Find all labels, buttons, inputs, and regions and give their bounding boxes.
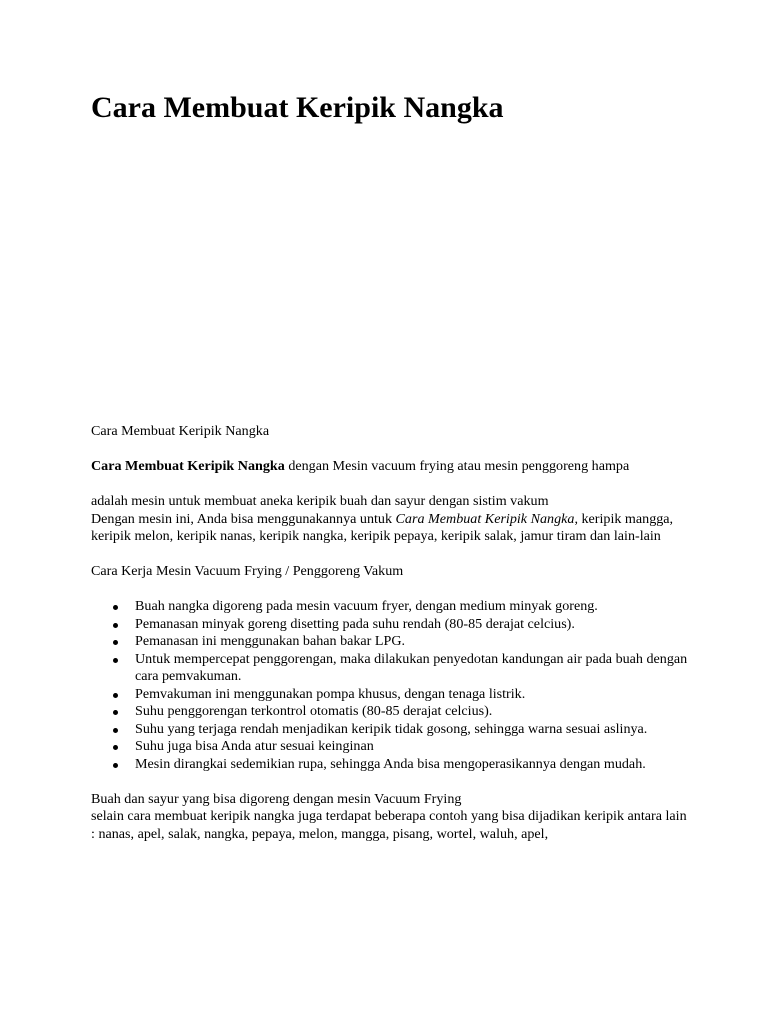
bullet-icon xyxy=(113,728,118,733)
list-item-text: Mesin dirangkai sedemikian rupa, sehingga Anda bisa mengoperasikannya dengan mudah. xyxy=(135,755,646,772)
bullet-icon xyxy=(113,658,118,663)
closing-line: Buah dan sayur yang bisa digoreng dengan mesin Vacuum Frying xyxy=(91,790,462,807)
description-paragraph xyxy=(91,511,691,546)
list-item xyxy=(91,703,691,721)
bullet-icon xyxy=(113,745,118,750)
intro-paragraph xyxy=(91,458,691,476)
section-heading: Cara Kerja Mesin Vacuum Frying / Penggoreng Vakum xyxy=(91,563,404,579)
document-body xyxy=(91,423,691,843)
list-item xyxy=(91,651,691,686)
list-item xyxy=(91,598,691,616)
intro-bold-text: Cara Membuat Keripik Nangka xyxy=(91,458,285,474)
intro-text: dengan Mesin vacuum frying atau mesin penggoreng hampa xyxy=(284,458,630,474)
list-item-text: Buah nangka digoreng pada mesin vacuum fryer, dengan medium minyak goreng. xyxy=(135,598,598,614)
bullet-icon xyxy=(113,605,118,610)
description-text-end: , keripik mangga, keripik melon, keripik nanas, keripik nangka, keripik pepaya, keripik salak, jamur tiram dan lain-lain xyxy=(91,510,674,544)
list-item-text: Suhu penggorengan terkontrol otomatis (80-85 derajat celcius). xyxy=(135,703,493,719)
list-item-text: Suhu yang terjaga rendah menjadikan keripik tidak gosong, sehingga warna sesuai aslinya. xyxy=(135,720,648,737)
bullet-list xyxy=(91,598,691,773)
list-item-text: Suhu juga bisa Anda atur sesuai keinginan xyxy=(135,738,374,754)
description-italic-text: Cara Membuat Keripik Nangka xyxy=(395,510,575,527)
bullet-icon xyxy=(113,640,118,645)
bullet-icon xyxy=(113,623,118,628)
list-item-text: Pemanasan ini menggunakan bahan bakar LPG. xyxy=(135,633,406,649)
list-item xyxy=(91,686,691,704)
bullet-icon xyxy=(113,710,118,715)
list-item xyxy=(91,738,691,756)
bullet-icon xyxy=(113,693,118,698)
caption-paragraph: Cara Membuat Keripik Nangka xyxy=(91,423,270,439)
closing-paragraph: selain cara membuat keripik nangka juga terdapat beberapa contoh yang bisa dijadikan keripik antara lain : nanas, apel, salak, nangka, pepaya, melon, mangga, pisang, wortel, waluh, apel, xyxy=(91,808,687,842)
page-title: Cara Membuat Keripik Nangka xyxy=(91,91,504,124)
list-item xyxy=(91,633,691,651)
list-item xyxy=(91,721,691,739)
bullet-icon xyxy=(113,763,118,768)
list-item-text: Pemanasan minyak goreng disetting pada suhu rendah (80-85 derajat celcius). xyxy=(135,615,575,632)
description-text: Dengan mesin ini, Anda bisa menggunakannya untuk xyxy=(91,510,396,527)
list-item xyxy=(91,756,691,774)
description-line: adalah mesin untuk membuat aneka keripik buah dan sayur dengan sistim vakum xyxy=(91,493,549,509)
list-item xyxy=(91,616,691,634)
list-item-text: Pemvakuman ini menggunakan pompa khusus, dengan tenaga listrik. xyxy=(135,685,526,702)
list-item-text: Untuk mempercepat penggorengan, maka dilakukan penyedotan kandungan air pada buah dengan cara pemvakuman. xyxy=(135,650,688,684)
